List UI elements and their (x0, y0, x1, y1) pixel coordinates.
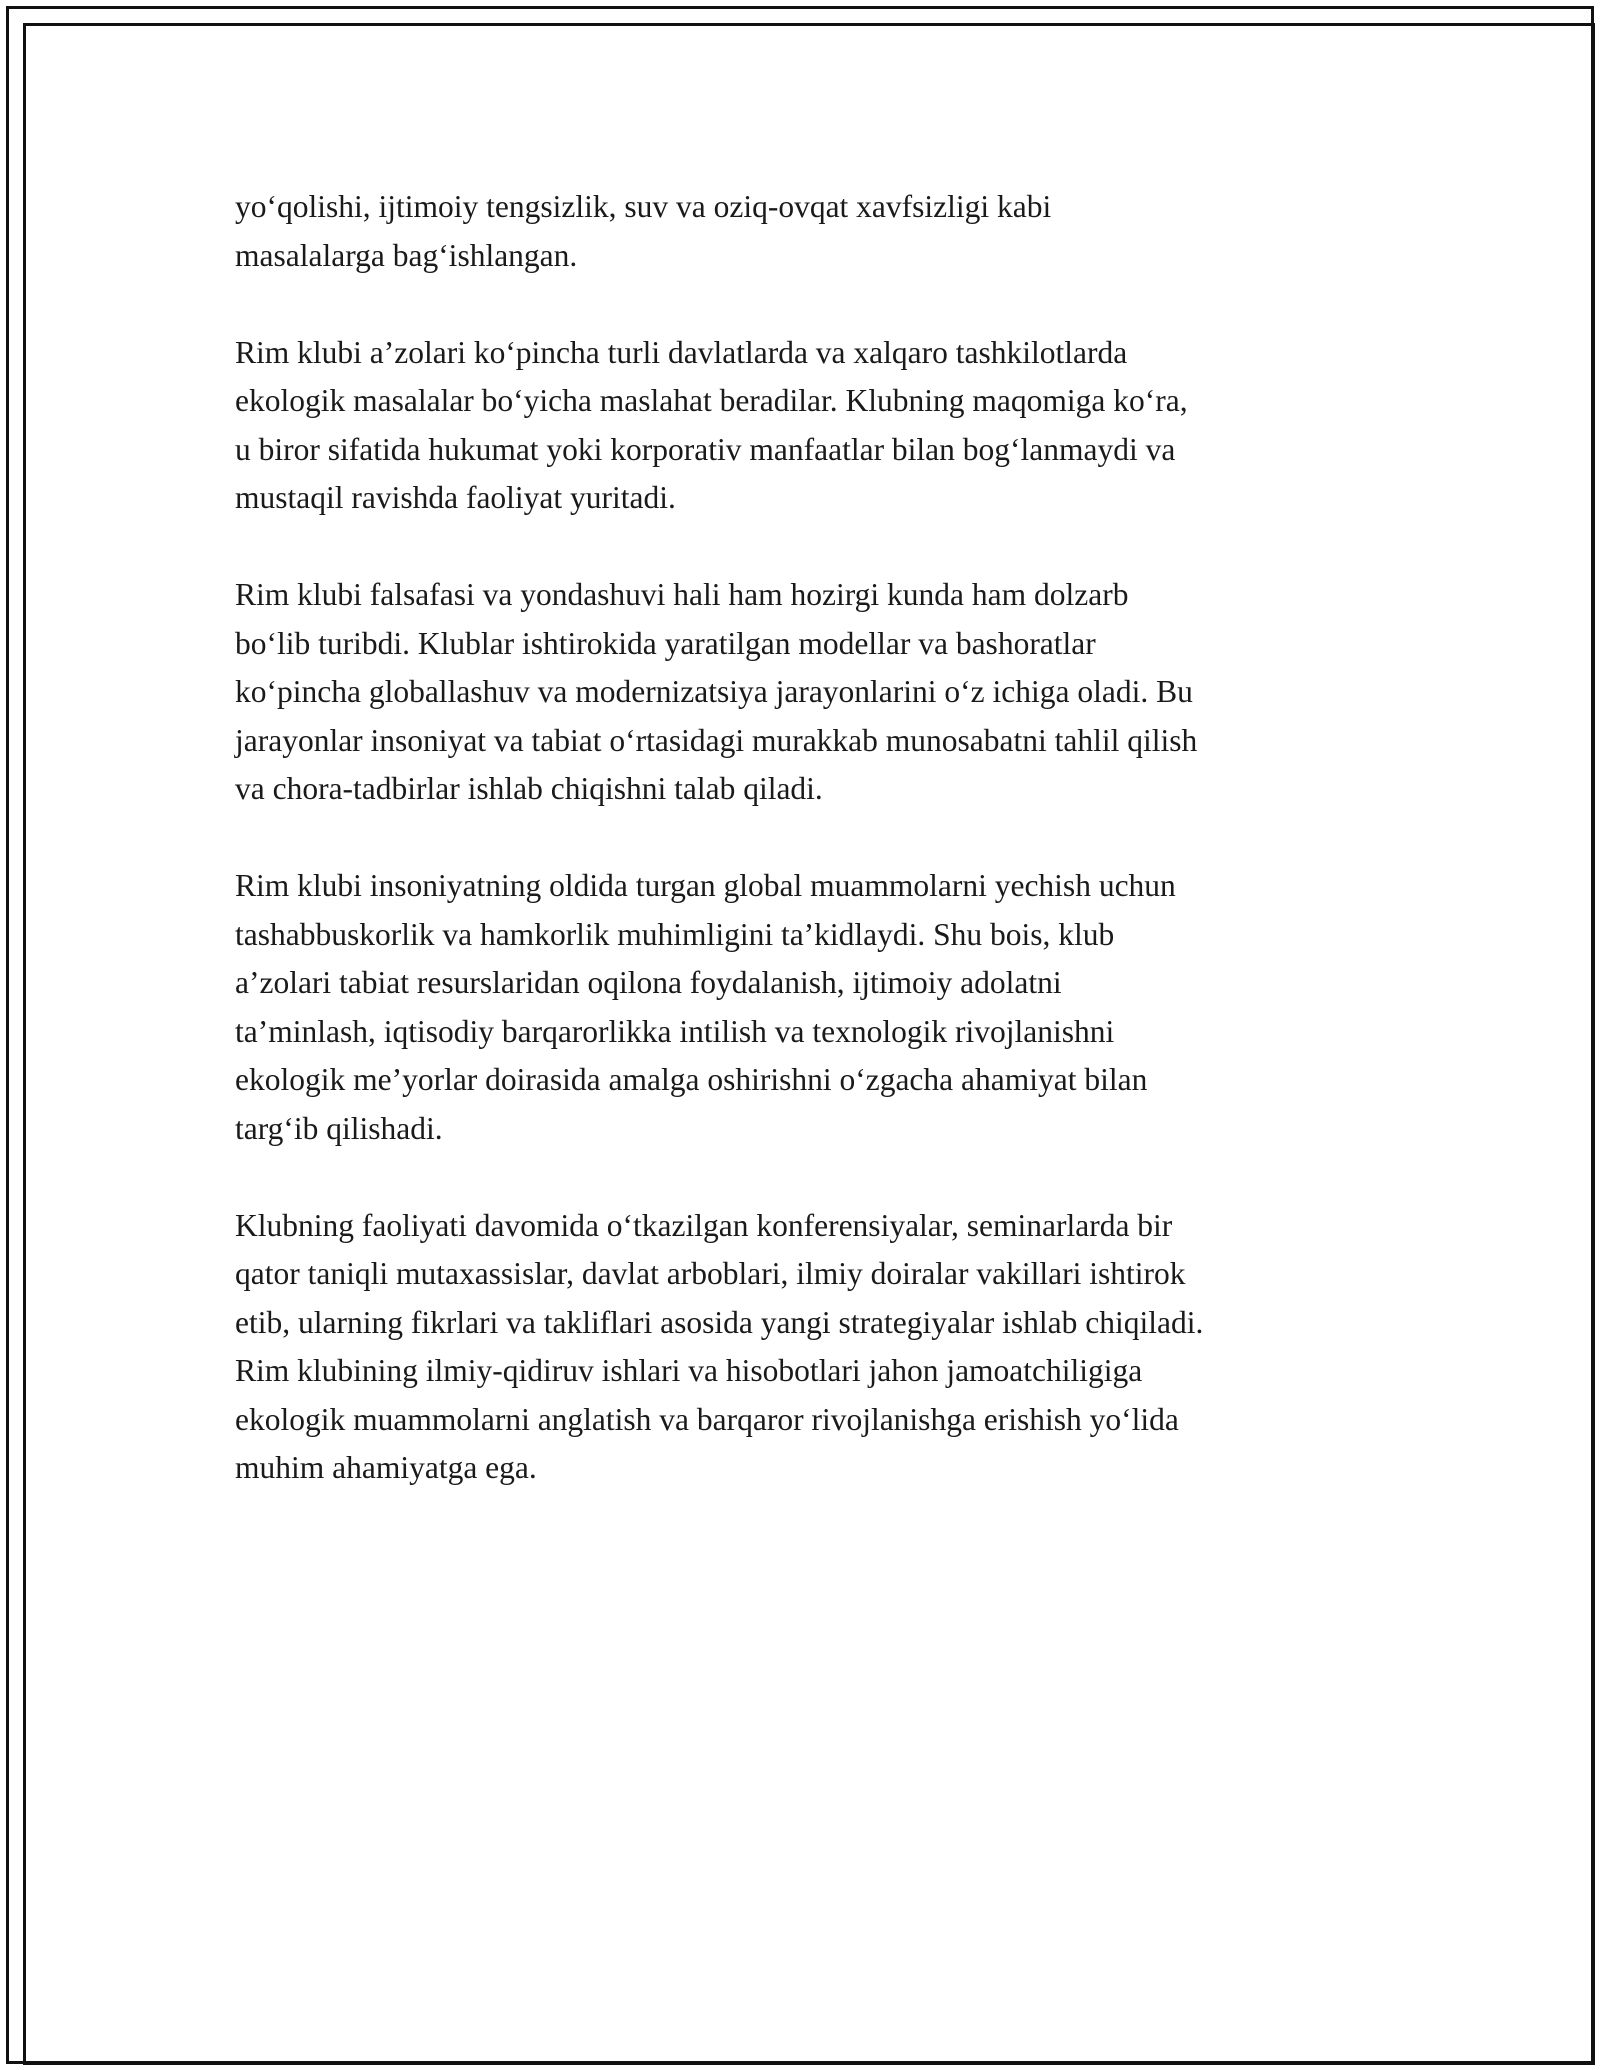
text-line: Rim klubi falsafasi va yondashuvi hali ham hozirgi kunda ham dolzarb (235, 577, 1129, 612)
text-line: ekologik masalalar bo‘yicha maslahat beradilar. Klubning maqomiga ko‘ra, (235, 383, 1188, 418)
paragraph-3 (235, 571, 1385, 814)
text-line: masalalarga bag‘ishlangan. (235, 237, 578, 273)
text-line: Rim klubi insoniyatning oldida turgan global muammolarni yechish uchun (235, 868, 1176, 903)
text-line: tashabbuskorlik va hamkorlik muhimligini ta’kidlaydi. Shu bois, klub (235, 916, 1115, 952)
text-line: u biror sifatida hukumat yoki korporativ manfaatlar bilan bog‘lanmaydi va (235, 431, 1176, 467)
text-line: ko‘pincha globallashuv va modernizatsiya jarayonlarini o‘z ichiga oladi. Bu (235, 674, 1193, 709)
text-line: bo‘lib turibdi. Klublar ishtirokida yaratilgan modellar va bashoratlar (235, 625, 1096, 661)
text-line: Klubning faoliyati davomida o‘tkazilgan konferensiyalar, seminarlarda bir (235, 1207, 1173, 1243)
text-line: targ‘ib qilishadi. (235, 1110, 443, 1146)
text-line: etib, ularning fikrlari va takliflari asosida yangi strategiyalar ishlab chiqiladi. (235, 1304, 1204, 1340)
text-line: Rim klubi a’zolari ko‘pincha turli davlatlarda va xalqaro tashkilotlarda (235, 334, 1128, 370)
text-line: va chora-tadbirlar ishlab chiqishni talab qiladi. (235, 771, 823, 806)
text-line: Rim klubining ilmiy-qidiruv ishlari va hisobotlari jahon jamoatchiligiga (235, 1353, 1143, 1388)
text-line: ekologik me’yorlar doirasida amalga oshirishni o‘zgacha ahamiyat bilan (235, 1062, 1148, 1097)
text-line: a’zolari tabiat resurslaridan oqilona foydalanish, ijtimoiy adolatni (235, 965, 1062, 1000)
paragraph-2 (235, 329, 1385, 523)
text-line: ta’minlash, iqtisodiy barqarorlikka intilish va texnologik rivojlanishni (235, 1013, 1115, 1049)
text-line: muhim ahamiyatga ega. (235, 1450, 537, 1485)
text-line: yo‘qolishi, ijtimoiy tengsizlik, suv va oziq-ovqat xavfsizligi kabi (235, 189, 1052, 224)
text-line: mustaqil ravishda faoliyat yuritadi. (235, 480, 676, 515)
paragraph-1 (235, 183, 1385, 280)
text-line: qator taniqli mutaxassislar, davlat arboblari, ilmiy doiralar vakillari ishtirok (235, 1256, 1186, 1291)
document-body (235, 183, 1385, 1541)
text-line: ekologik muammolarni anglatish va barqaror rivojlanishga erishish yo‘lida (235, 1401, 1179, 1437)
paragraph-5 (235, 1202, 1385, 1493)
text-line: jarayonlar insoniyat va tabiat o‘rtasidagi murakkab munosabatni tahlil qilish (235, 722, 1198, 758)
paragraph-4 (235, 862, 1385, 1153)
